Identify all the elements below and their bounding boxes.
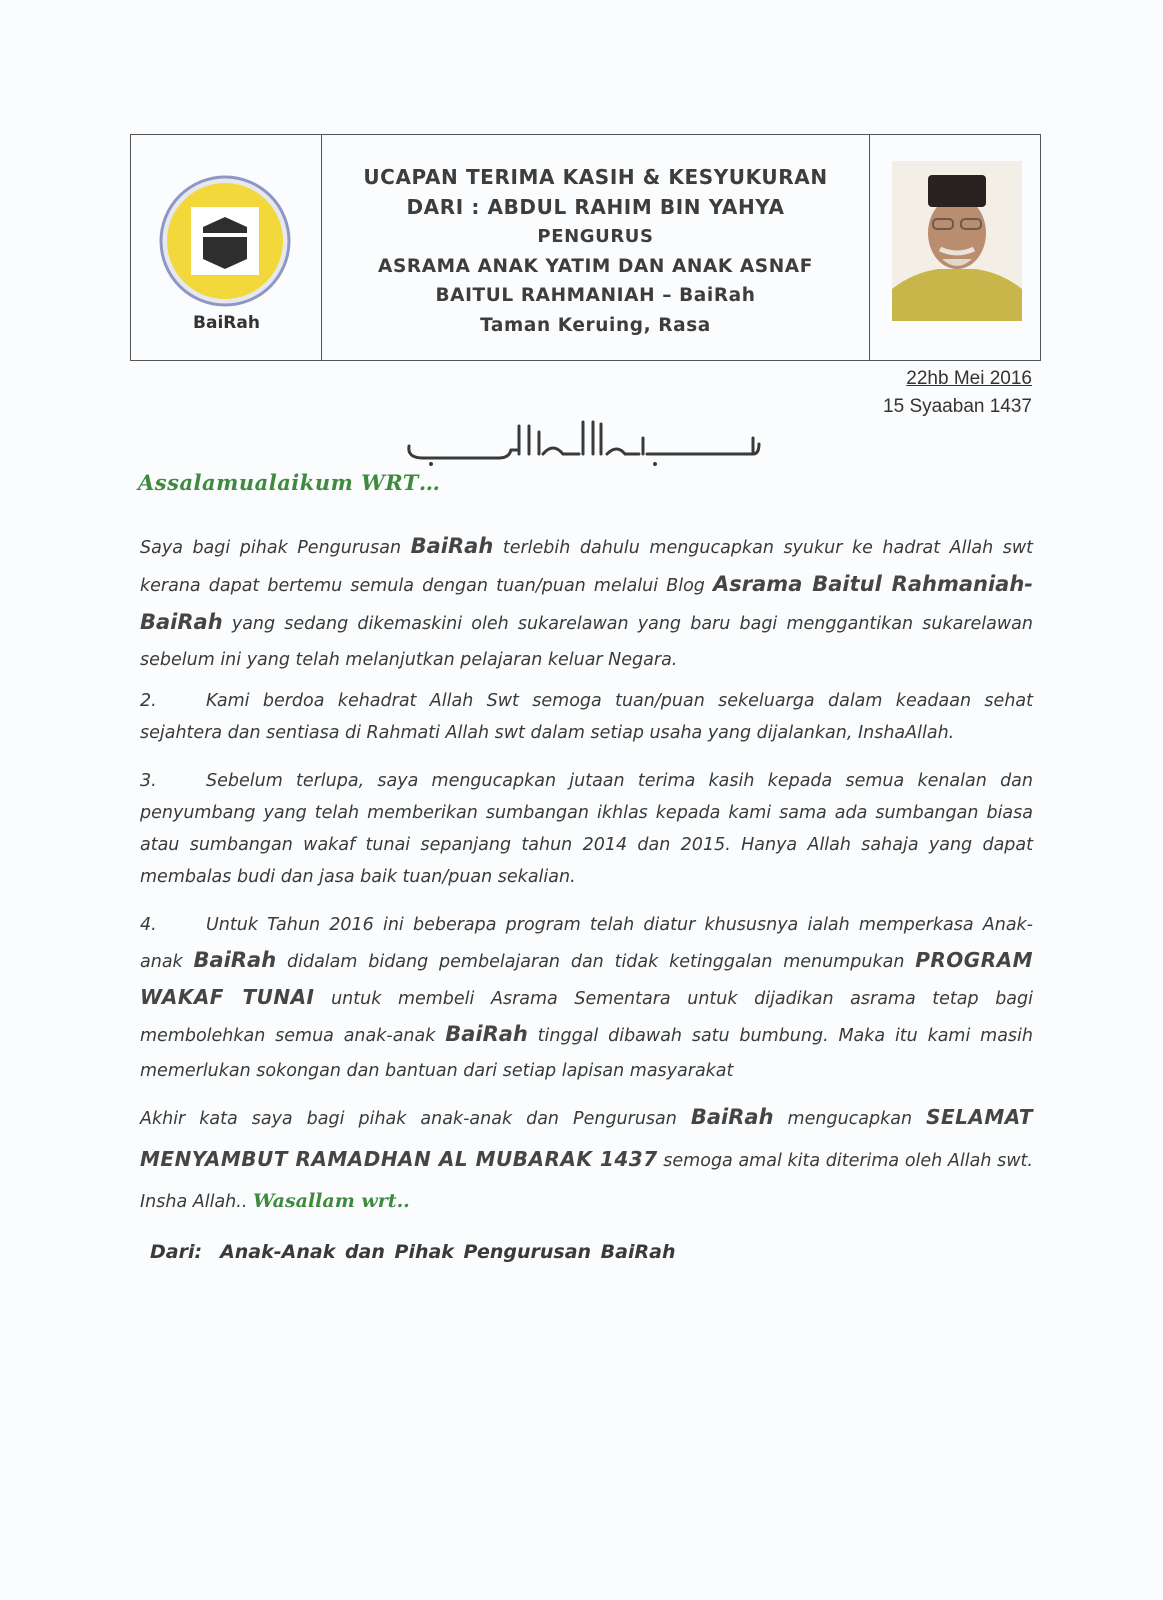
p4-bairah-2: BaiRah — [445, 1022, 528, 1046]
letterhead — [130, 134, 1041, 361]
date-gregorian: 22hb Mei 2016 — [906, 368, 1032, 389]
p4-text-g: tinggal dibawah satu bumbung. Maka itu kami masih memerlukan sokongan dan bantuan dari setiap lapisan masyarakat — [140, 1026, 1033, 1081]
letterhead-title — [322, 135, 870, 360]
p4-number: 4. — [140, 915, 157, 935]
signoff-label: Dari: — [150, 1241, 203, 1263]
title-line-2: DARI : ABDUL RAHIM BIN YAHYA — [406, 194, 785, 219]
title-line-1: UCAPAN TERIMA KASIH & KESYUKURAN — [363, 165, 828, 189]
date-hijri: 15 Syaaban 1437 — [883, 396, 1032, 417]
logo-label: BaiRah — [193, 313, 260, 333]
p3-text: Sebelum terlupa, saya mengucapkan jutaan terima kasih kepada semua kenalan dan penyumbang yang telah memberikan sumbangan ikhlas kepada kami sama ada sumbangan biasa atau sumbangan wakaf tunai sepanjang tahun 2014 dan 2015. Hanya Allah sahaja yang dapat membalas budi dan jasa baik tuan/puan sekalian. — [140, 771, 1033, 887]
paragraph-4 — [140, 908, 1033, 1089]
logo-cell — [131, 135, 322, 360]
p1-blog-name: Asrama Baitul Rahmaniah-BaiRah — [140, 572, 1033, 634]
p2-text: Kami berdoa kehadrat Allah Swt semoga tuan/puan sekeluarga dalam keadaan sehat sejahtera dan sentiasa di Rahmati Allah swt dalam setiap usaha yang dijalankan, InshaAllah. — [140, 691, 1033, 743]
p1-text-c: terlebih dahulu mengucapkan syukur ke hadrat Allah swt kerana dapat bertemu semula dengan tuan/puan melalui Blog — [140, 538, 1033, 596]
title-line-3: PENGURUS — [537, 226, 654, 247]
paragraph-3 — [140, 765, 1033, 893]
letter-dates — [883, 365, 1032, 421]
paragraph-2 — [140, 685, 1033, 749]
greeting: Assalamualaikum WRT… — [138, 470, 441, 495]
bismillah-calligraphy-icon — [403, 412, 763, 468]
p5-text-c: mengucapkan — [773, 1109, 927, 1129]
signoff — [150, 1241, 675, 1263]
p4-bairah-1: BaiRah — [193, 948, 277, 972]
p5-wasallam: Wasallam wrt.. — [252, 1190, 410, 1212]
p1-text-e: yang sedang dikemaskini oleh sukarelawan yang baru bagi menggantikan sukarelawan sebelum ini yang telah melanjutkan pelajaran keluar Negara. — [140, 614, 1033, 670]
p4-text-a: Untuk Tahun 2016 ini beberapa program telah diatur khususnya ialah memperkasa Anak-anak — [140, 915, 1033, 972]
p1-bairah: BaiRah — [410, 534, 494, 558]
p4-text-e: untuk membeli Asrama Sementara untuk dijadikan asrama tetap bagi membolehkan semua anak-anak — [140, 989, 1033, 1046]
title-line-4: ASRAMA ANAK YATIM DAN ANAK ASNAF — [378, 255, 813, 277]
p4-program-wakaf: PROGRAM WAKAF TUNAI — [140, 948, 1033, 1009]
p5-text-e: semoga amal kita diterima oleh Allah swt. Insha Allah.. — [140, 1151, 1033, 1212]
paragraph-5 — [140, 1097, 1033, 1222]
p5-text-a: Akhir kata saya bagi pihak anak-anak dan Pengurusan — [140, 1109, 691, 1129]
p5-bairah: BaiRah — [690, 1105, 774, 1129]
p5-ramadhan-greeting: SELAMAT MENYAMBUT RAMADHAN AL MUBARAK 1437 — [140, 1105, 1033, 1171]
p3-number: 3. — [140, 771, 157, 791]
portrait-photo — [892, 161, 1022, 321]
paragraph-1 — [140, 528, 1033, 678]
signoff-text: Anak-Anak dan Pihak Pengurusan BaiRah — [220, 1241, 676, 1263]
title-line-5: BAITUL RAHMANIAH – BaiRah — [435, 285, 756, 306]
bairah-logo-icon — [157, 173, 293, 309]
p4-text-c: didalam bidang pembelajaran dan tidak ketinggalan menumpukan — [276, 952, 916, 972]
p2-number: 2. — [140, 691, 157, 711]
photo-cell — [870, 135, 1040, 360]
title-line-6: Taman Keruing, Rasa — [480, 314, 711, 336]
p1-text-a: Saya bagi pihak Pengurusan — [140, 538, 411, 558]
